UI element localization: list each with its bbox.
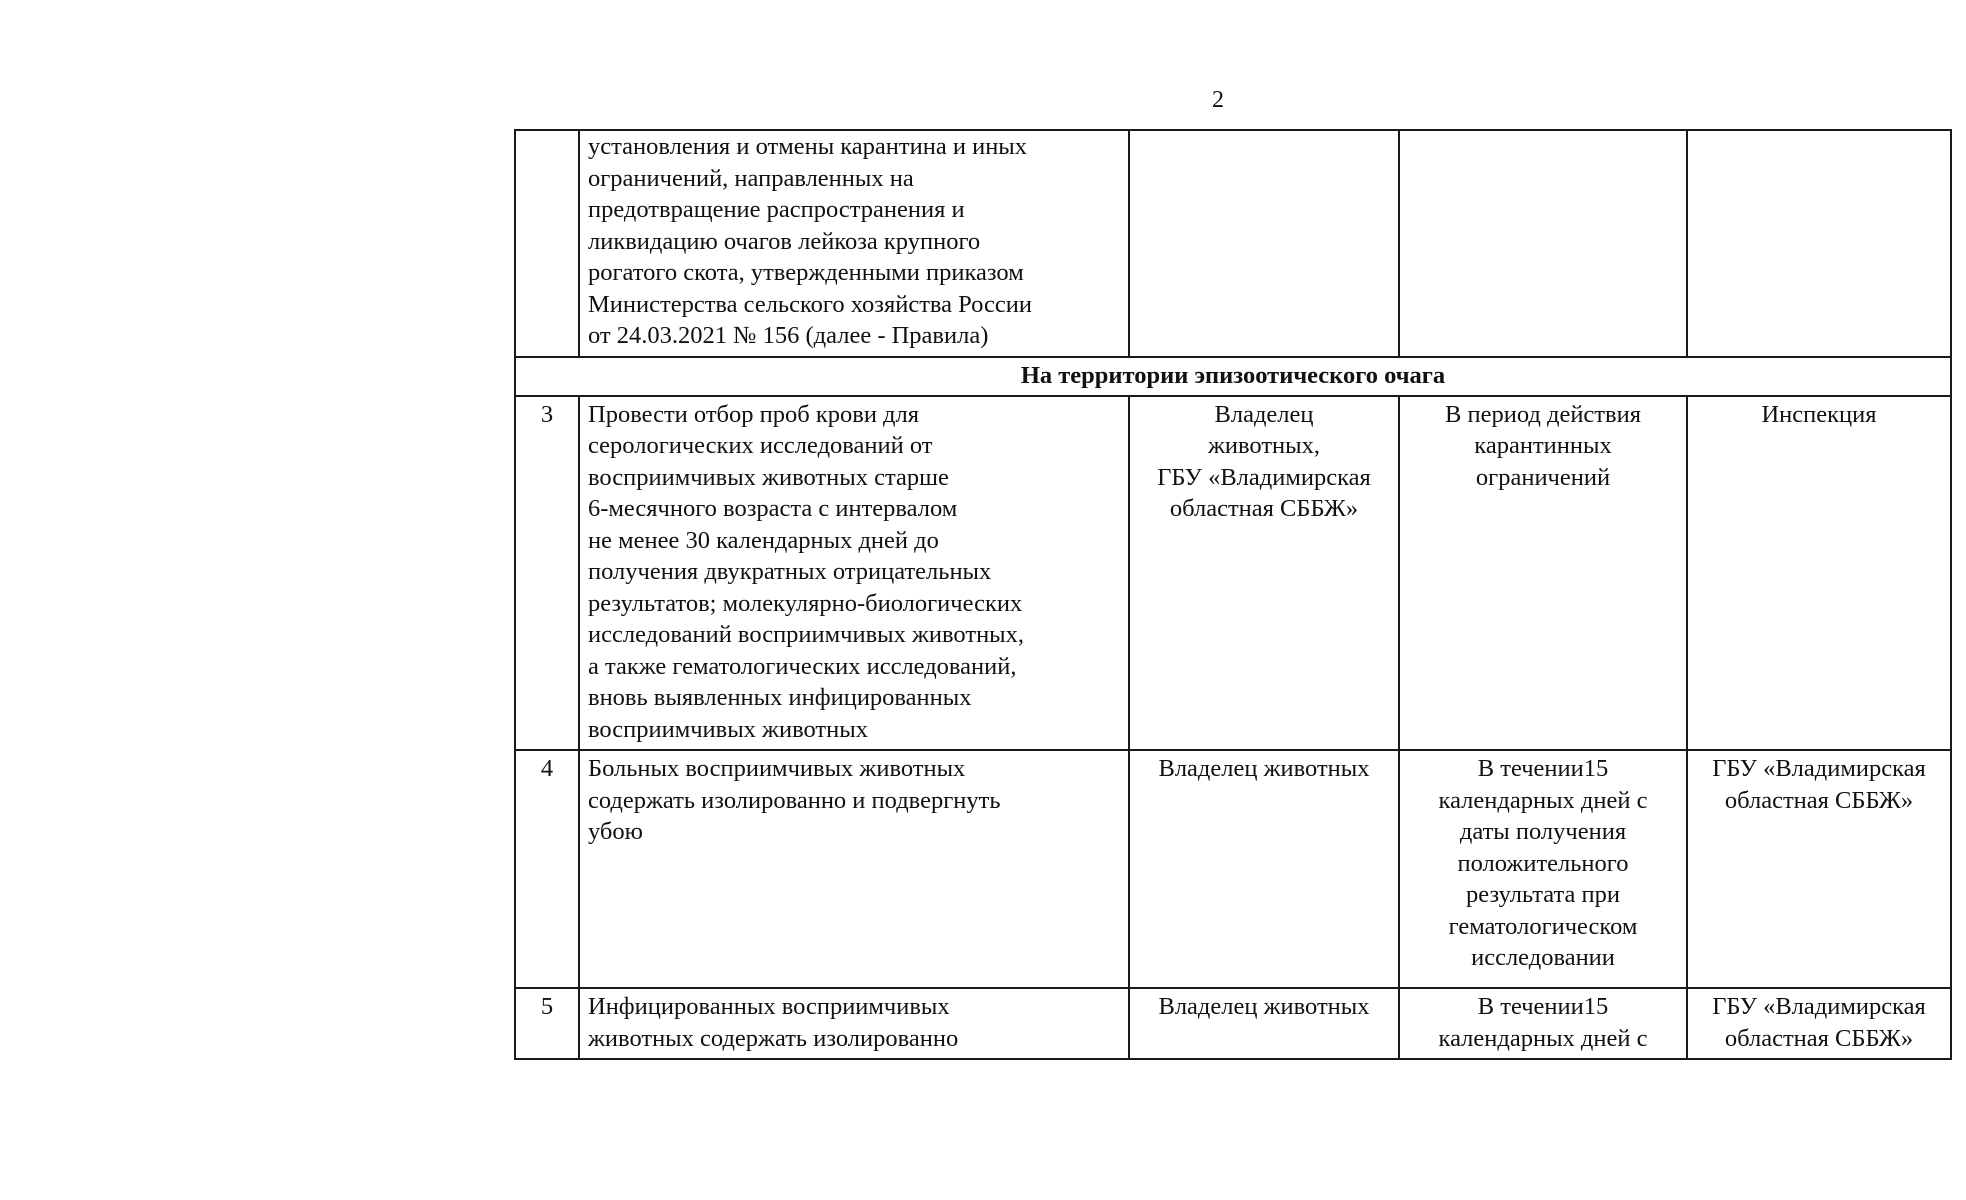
measure-line: содержать изолированно и подвергнуть — [588, 786, 1001, 814]
control-cell — [1687, 750, 1951, 988]
responsible-cell — [1129, 130, 1399, 357]
measure-line: а также гематологических исследований, — [588, 652, 1017, 680]
control-cell — [1687, 988, 1951, 1059]
responsible-cell — [1129, 750, 1399, 988]
measure-line: ликвидацию очагов лейкоза крупного — [588, 227, 981, 255]
responsible-line: животных, — [1207, 432, 1321, 459]
measures-table — [514, 129, 1952, 1060]
section-header-row — [515, 357, 1951, 396]
measure-line: результатов; молекулярно-биологических — [588, 589, 1023, 617]
measure-line: от 24.03.2021 № 156 (далее - Правила) — [588, 322, 989, 349]
deadline-line: результата при — [1466, 881, 1620, 908]
deadline-line: карантинных — [1474, 432, 1612, 459]
measure-line: получения двукратных отрицательных — [588, 558, 992, 585]
measure-line: животных содержать изолированно — [588, 1024, 959, 1052]
measure-cell — [579, 750, 1129, 988]
deadline-line: В течении15 — [1477, 993, 1609, 1020]
responsible-cell — [1129, 988, 1399, 1059]
responsible-line: Владелец животных — [1158, 993, 1370, 1020]
measure-cell — [579, 988, 1129, 1059]
measure-line: Инфицированных восприимчивых — [588, 993, 950, 1020]
row-number-cell: 3 — [515, 396, 579, 751]
control-line: областная СББЖ» — [1724, 786, 1914, 814]
deadline-line: исследовании — [1471, 944, 1615, 971]
page-number: 2 — [1212, 87, 1224, 113]
responsible-line: Владелец животных — [1158, 755, 1370, 782]
control-line: ГБУ «Владимирская — [1712, 993, 1926, 1020]
table-row — [515, 750, 1951, 988]
table-row-continued — [515, 130, 1951, 357]
row-number-cell: 5 — [515, 988, 579, 1059]
deadline-cell — [1399, 130, 1687, 357]
control-cell — [1687, 130, 1951, 357]
measure-line: установления и отмены карантина и иных — [588, 133, 1028, 160]
measure-line: Провести отбор проб крови для — [588, 400, 920, 428]
deadline-line: ограничений — [1475, 463, 1611, 491]
control-cell — [1687, 396, 1951, 751]
measure-cell — [579, 130, 1129, 357]
measure-line: восприимчивых животных — [588, 715, 868, 743]
table-row — [515, 988, 1951, 1059]
deadline-cell — [1399, 988, 1687, 1059]
measure-line: не менее 30 календарных дней до — [588, 526, 939, 554]
measure-line: серологических исследований от — [588, 432, 933, 459]
deadline-line: календарных дней с — [1438, 1024, 1648, 1052]
measure-line: Больных восприимчивых животных — [588, 755, 966, 782]
measure-line: 6-месячного возраста с интервалом — [588, 495, 958, 522]
responsible-line: ГБУ «Владимирская — [1157, 463, 1371, 491]
responsible-line: областная СББЖ» — [1169, 495, 1359, 522]
measure-line: вновь выявленных инфицированных — [588, 684, 972, 711]
table-row — [515, 396, 1951, 751]
measure-cell — [579, 396, 1129, 751]
measure-line: убою — [588, 818, 643, 845]
responsible-line: Владелец — [1214, 400, 1314, 428]
deadline-cell — [1399, 396, 1687, 751]
measure-line: Министерства сельского хозяйства России — [588, 290, 1032, 318]
section-title: На территории эпизоотического очага — [515, 357, 1951, 396]
control-line: ГБУ «Владимирская — [1712, 755, 1926, 782]
deadline-line: В течении15 — [1477, 755, 1609, 782]
responsible-cell — [1129, 396, 1399, 751]
row-number-cell — [515, 130, 579, 357]
control-line: областная СББЖ» — [1724, 1024, 1914, 1052]
measure-line: предотвращение распространения и — [588, 196, 965, 223]
measure-line: рогатого скота, утвержденными приказом — [588, 259, 1024, 286]
deadline-cell — [1399, 750, 1687, 988]
deadline-line: даты получения — [1459, 818, 1627, 845]
control-line: Инспекция — [1761, 400, 1877, 428]
deadline-line: гематологическом — [1448, 912, 1638, 940]
deadline-line: положительного — [1457, 849, 1629, 877]
measure-line: ограничений, направленных на — [588, 164, 914, 192]
measure-line: восприимчивых животных старше — [588, 463, 949, 491]
row-number-cell: 4 — [515, 750, 579, 988]
deadline-line: календарных дней с — [1438, 786, 1648, 814]
deadline-line: В период действия — [1445, 400, 1641, 428]
measure-line: исследований восприимчивых животных, — [588, 621, 1025, 648]
